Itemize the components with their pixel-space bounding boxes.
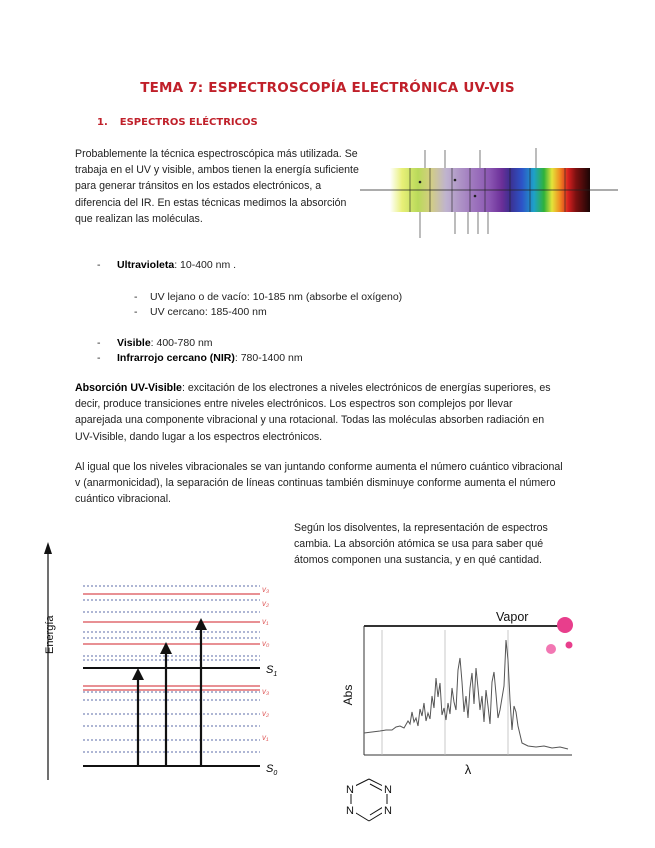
uv-value: : 10-400 nm .	[174, 259, 237, 271]
spectrum-gridlines	[382, 630, 508, 755]
page-title: TEMA 7: ESPECTROSCOPÍA ELECTRÓNICA UV-VIS	[140, 80, 515, 96]
vapor-dots	[546, 617, 573, 654]
vapor-spectrum-chart	[340, 600, 585, 785]
list-item-uv-near: - UV cercano: 185-400 nm	[134, 306, 267, 318]
list-item-uv: - Ultravioleta: 10-400 nm .	[97, 259, 237, 271]
spectrum-trace	[364, 640, 568, 749]
absorption-paragraph	[75, 380, 555, 445]
section-heading	[97, 117, 258, 128]
energy-axis-label: Energía	[44, 615, 56, 654]
svg-text:v₁: v₁	[262, 617, 269, 626]
list-item-uv-far: - UV lejano o de vacío: 10-185 nm (absorbe el oxígeno)	[134, 291, 403, 303]
vibrational-paragraph: Al igual que los niveles vibracionales se van juntando conforme aumenta el número cuántico vibracional v (anarmonicidad), la separación de líneas continuas también disminuye conforme aumenta el número cuántico vibracional.	[75, 461, 563, 506]
svg-text:v₂: v₂	[262, 599, 270, 608]
em-spectrum-figure	[360, 130, 620, 255]
vapor-dot-small	[566, 642, 573, 649]
transition-arrow-1-head	[132, 668, 144, 680]
nir-value: : 780-1400 nm	[234, 352, 303, 364]
svg-text:v₃: v₃	[262, 585, 270, 594]
svg-text:N: N	[346, 805, 354, 817]
s1-label: $S_1$	[266, 664, 278, 678]
list-item-nir: - Infrarrojo cercano (NIR): 780-1400 nm	[97, 352, 303, 364]
absorption-text: : excitación de los electrones a niveles electrónicos de energías superiores, es decir, produce transiciones entre niveles electrónicos. Los espectros son complejos por llevar aparejada una componente vibracional y una rotacional. Todas las moléculas absorben radiación en UV-Visible, dando lugar a los espectros electrónicos.	[75, 382, 551, 443]
svg-text:v₂: v₂	[262, 709, 270, 718]
svg-text:N: N	[384, 805, 392, 817]
tetrazine-molecule	[340, 773, 402, 833]
solvents-paragraph: Según los disolventes, la representación de espectros cambia. La absorción atómica se usa para saber qué átomos componen una sustancia, y en qué cantidad.	[294, 522, 548, 567]
visible-value: : 400-780 nm	[150, 337, 213, 349]
spectrum-xlabel: λ	[464, 762, 472, 777]
vapor-dot-medium	[546, 644, 556, 654]
svg-text:N: N	[384, 784, 392, 796]
uv-label: Ultravioleta	[117, 259, 175, 271]
svg-text:v₁: v₁	[262, 733, 269, 742]
list-item-visible: - Visible: 400-780 nm	[97, 337, 213, 349]
vapor-dot-large	[557, 617, 573, 633]
spectrum-ylabel: Abs	[341, 684, 355, 706]
section-label: ESPECTROS ELÉCTRICOS	[119, 117, 258, 128]
intro-paragraph: Probablemente la técnica espectroscópica más utilizada. Se trabaja en el UV y visible, ambos tienen la energía suficiente para generar tránsitos en los estados electrónicos, a diferencia del IR. En estas técnicas medimos la absorción que realizan las moléculas.	[75, 148, 359, 225]
s0-label: $S_0$	[266, 763, 278, 777]
vapor-label: Vapor	[496, 610, 529, 624]
transition-arrow-3-head	[195, 618, 207, 630]
svg-text:N: N	[346, 784, 354, 796]
section-number: 1.	[97, 117, 108, 128]
visible-label: Visible	[117, 337, 151, 349]
svg-text:v₃: v₃	[262, 687, 270, 696]
energy-axis-arrowhead	[44, 542, 52, 554]
energy-level-diagram	[38, 540, 308, 790]
nir-label: Infrarrojo cercano (NIR)	[117, 352, 235, 364]
svg-text:v₀: v₀	[262, 639, 270, 648]
absorption-label: Absorción UV-Visible	[75, 382, 182, 394]
molecule-bonds	[351, 779, 387, 821]
